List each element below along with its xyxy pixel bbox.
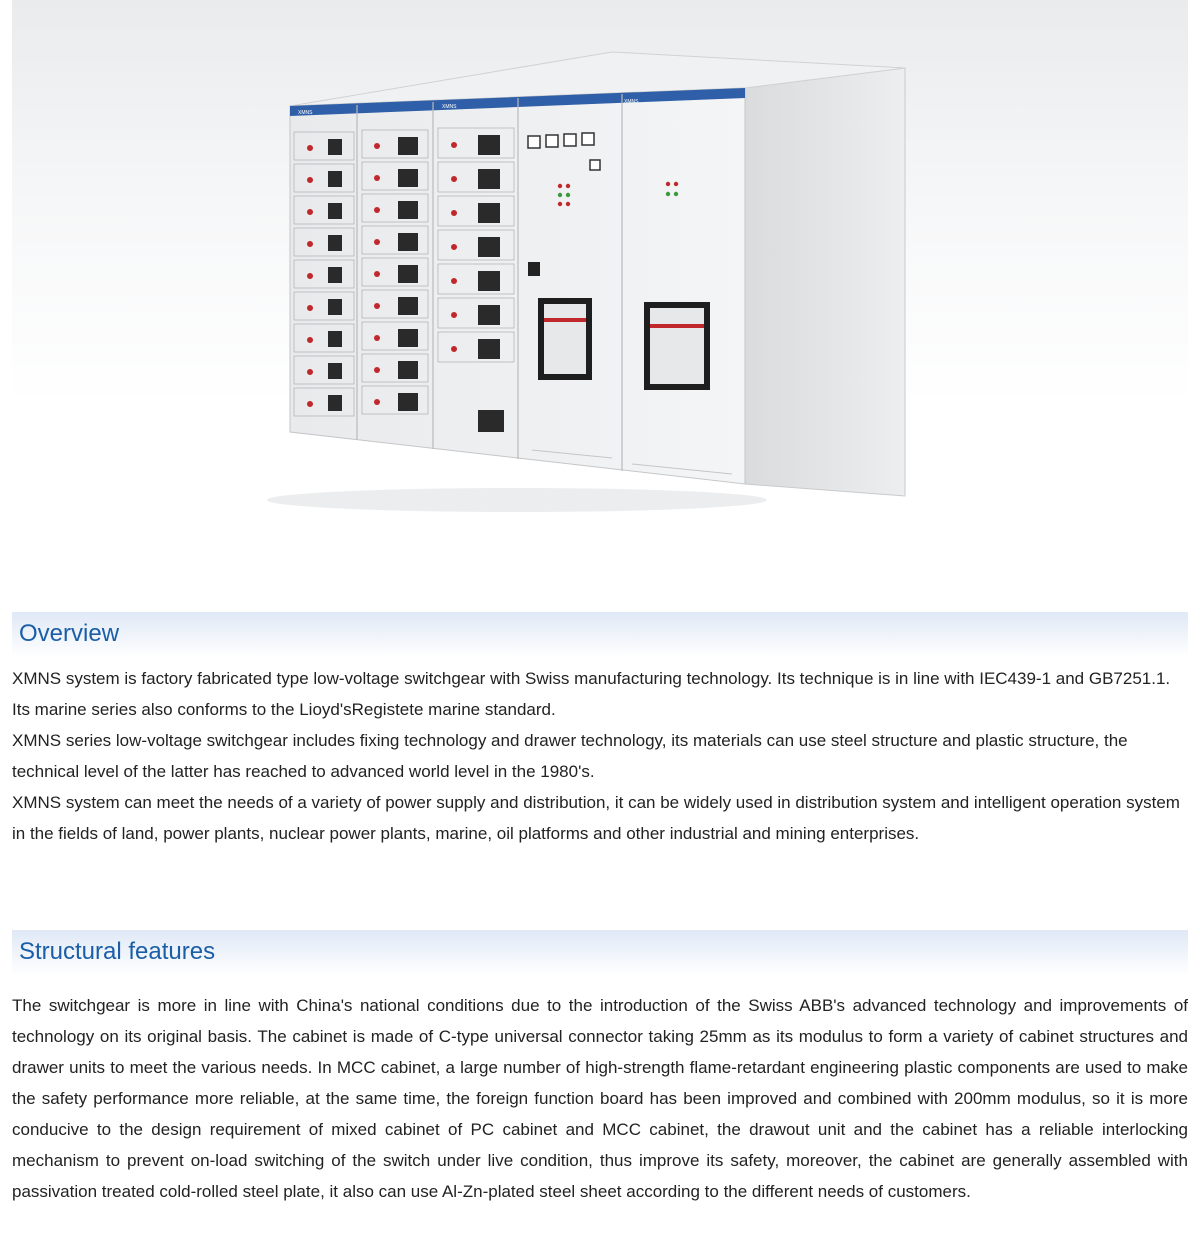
overview-paragraph: XMNS series low-voltage switchgear includes fixing technology and drawer technology, its materials can use steel structure and plastic structure, the technical level of the latter has reached to advanced world level in the 1980's.	[12, 731, 1128, 781]
overview-paragraph: XMNS system can meet the needs of a variety of power supply and distribution, it can be widely used in distribution system and intelligent operation system in the fields of land, power plants, nuclear power plants, marine, oil platforms and other industrial and mining enterprises.	[12, 793, 1180, 843]
structural-features-header	[12, 930, 1188, 976]
overview-paragraph: XMNS system is factory fabricated type low-voltage switchgear with Swiss manufacturing technology. Its technique is in line with IEC439-1 and GB7251.1. Its marine series also conforms to the Lioyd'sRegistete marine standard.	[12, 669, 1171, 719]
overview-header	[12, 612, 1188, 658]
column-label: XMNS	[298, 110, 313, 116]
overview-body	[12, 663, 1192, 849]
structural-features-heading: Structural features	[19, 938, 216, 965]
column-label: XMNS	[624, 99, 639, 105]
switchgear-cabinet-image	[12, 0, 1188, 580]
product-image-area	[12, 0, 1188, 580]
structural-features-body: The switchgear is more in line with China's national conditions due to the introduction of the Swiss ABB's advanced technology and improvements of technology on its original basis. The cabinet is made of C-type universal connector taking 25mm as its modulus to form a variety of cabinet structures and drawer units to meet the various needs. In MCC cabinet, a large number of high-strength flame-retardant engineering plastic components are used to make the safety performance more reliable, at the same time, the foreign function board has been improved and combined with 200mm modulus, so it is more conducive to the design requirement of mixed cabinet of PC cabinet and MCC cabinet, the drawout unit and the cabinet has a reliable interlocking mechanism to prevent on-load switching of the switch under live condition, thus improve its safety, moreover, the cabinet are generally assembled with passivation treated cold-rolled steel plate, it also can use Al-Zn-plated steel sheet according to the different needs of customers.	[12, 996, 1188, 1201]
overview-heading: Overview	[19, 620, 120, 647]
column-label: XMNS	[442, 104, 457, 110]
